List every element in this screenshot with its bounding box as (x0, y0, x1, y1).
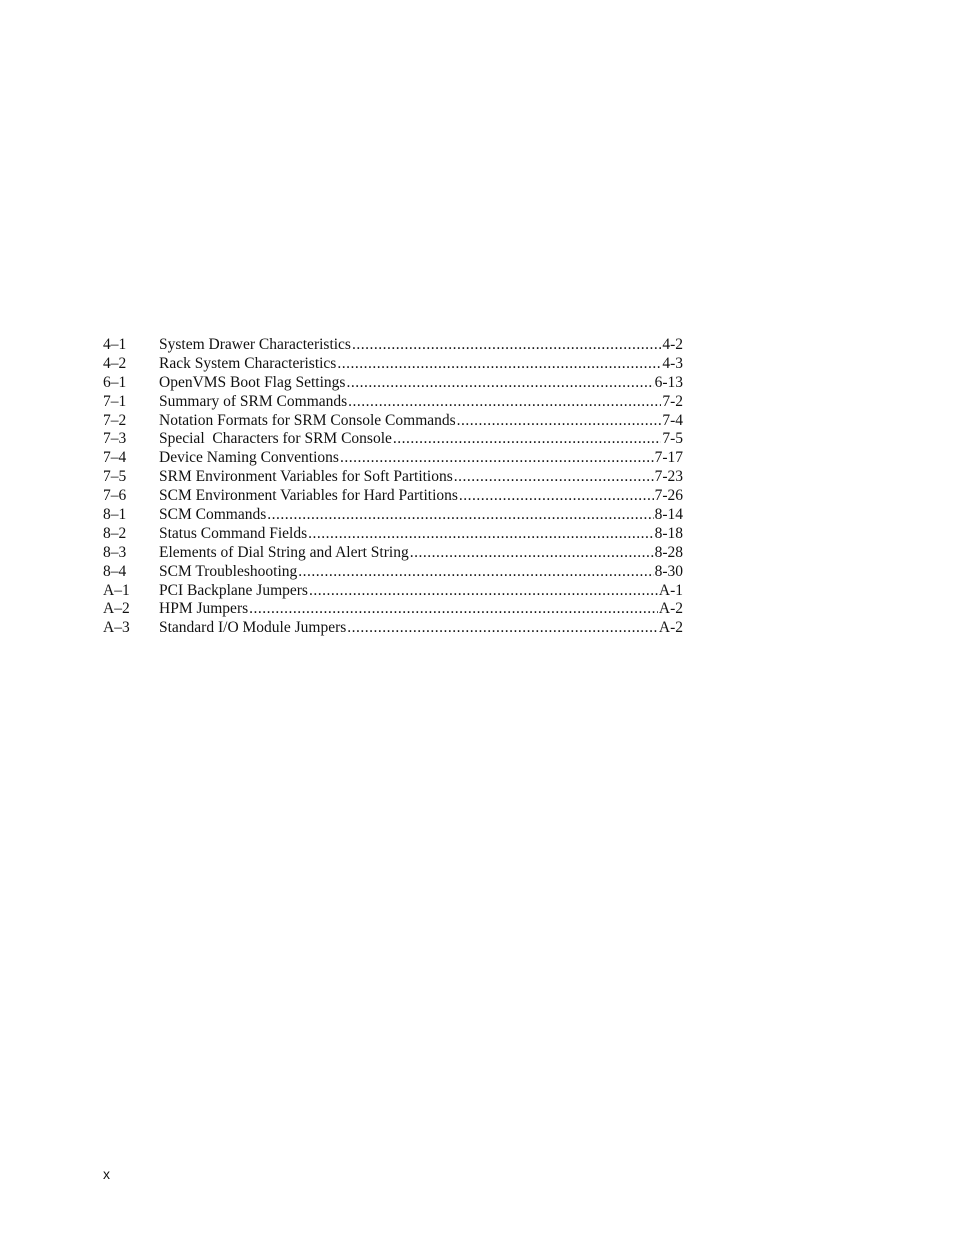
table-number: 4–2 (103, 354, 127, 372)
table-title: HPM Jumpers (159, 600, 249, 618)
dot-leader (308, 525, 653, 544)
toc-entry[interactable] (103, 336, 683, 355)
dot-leader (340, 449, 654, 468)
table-title: Notation Formats for SRM Console Commands (159, 411, 456, 429)
toc-entry[interactable] (103, 430, 683, 449)
table-number: A–3 (103, 619, 130, 637)
toc-entry[interactable] (103, 487, 683, 506)
toc-entry[interactable] (103, 449, 683, 468)
dot-leader (352, 336, 661, 355)
page-reference: 7-23 (654, 468, 683, 486)
table-number: 8–4 (103, 562, 127, 580)
table-title: Standard I/O Module Jumpers (159, 619, 347, 637)
table-title: Special Characters for SRM Console (159, 430, 392, 448)
table-title: SCM Troubleshooting (159, 562, 298, 580)
table-number: 7–3 (103, 430, 127, 448)
toc-entry[interactable] (103, 468, 683, 487)
table-title: Device Naming Conventions (159, 449, 339, 467)
page-reference: A-2 (658, 619, 683, 637)
toc-entry[interactable] (103, 412, 683, 431)
page-reference: 6-13 (654, 373, 683, 391)
page-reference: 8-30 (654, 562, 683, 580)
table-title: OpenVMS Boot Flag Settings (159, 373, 346, 391)
dot-leader (347, 619, 658, 638)
toc-entry[interactable] (103, 619, 683, 638)
table-title: SCM Environment Variables for Hard Partitions (159, 487, 458, 505)
table-title: Status Command Fields (159, 524, 308, 542)
page-number: x (103, 1166, 110, 1182)
page-reference: 7-26 (654, 487, 683, 505)
page-reference: 7-4 (662, 411, 683, 429)
dot-leader (298, 563, 653, 582)
table-number: 4–1 (103, 336, 127, 353)
dot-leader (393, 430, 661, 449)
toc-entry[interactable] (103, 563, 683, 582)
page-reference: 8-18 (654, 524, 683, 542)
toc-entry[interactable] (103, 506, 683, 525)
dot-leader (337, 355, 661, 374)
table-number: 8–2 (103, 524, 127, 542)
page-reference: A-2 (658, 600, 683, 618)
list-of-tables (103, 336, 683, 638)
table-title: SRM Environment Variables for Soft Partitions (159, 468, 453, 486)
dot-leader (267, 506, 653, 525)
dot-leader (454, 468, 654, 487)
page-reference: 7-2 (662, 392, 683, 410)
toc-entry[interactable] (103, 544, 683, 563)
table-number: 7–1 (103, 392, 127, 410)
table-title: SCM Commands (159, 506, 267, 524)
page-reference: 8-14 (654, 506, 683, 524)
page-reference: 8-28 (654, 543, 683, 561)
table-title: PCI Backplane Jumpers (159, 581, 308, 599)
table-number: 7–4 (103, 449, 127, 467)
table-number: 7–2 (103, 411, 127, 429)
table-title: Summary of SRM Commands (159, 392, 348, 410)
dot-leader (459, 487, 654, 506)
toc-entry[interactable] (103, 393, 683, 412)
table-number: 8–3 (103, 543, 127, 561)
table-number: A–2 (103, 600, 130, 618)
table-number: 8–1 (103, 506, 127, 524)
toc-entry[interactable] (103, 525, 683, 544)
table-title: Rack System Characteristics (159, 354, 337, 372)
table-title: System Drawer Characteristics (159, 336, 351, 353)
dot-leader (249, 600, 658, 619)
dot-leader (348, 393, 661, 412)
dot-leader (346, 374, 653, 393)
toc-entry[interactable] (103, 582, 683, 601)
table-number: 7–5 (103, 468, 127, 486)
dot-leader (410, 544, 654, 563)
dot-leader (457, 412, 662, 431)
toc-entry[interactable] (103, 374, 683, 393)
table-number: 6–1 (103, 373, 127, 391)
page-reference: A-1 (658, 581, 683, 599)
page-reference: 4-3 (662, 354, 683, 372)
table-number: A–1 (103, 581, 130, 599)
table-number: 7–6 (103, 487, 127, 505)
table-title: Elements of Dial String and Alert String (159, 543, 409, 561)
dot-leader (309, 582, 658, 601)
toc-entry[interactable] (103, 355, 683, 374)
page-reference: 7-5 (662, 430, 683, 448)
page-reference: 7-17 (654, 449, 683, 467)
toc-entry[interactable] (103, 600, 683, 619)
page-reference: 4-2 (662, 336, 683, 353)
